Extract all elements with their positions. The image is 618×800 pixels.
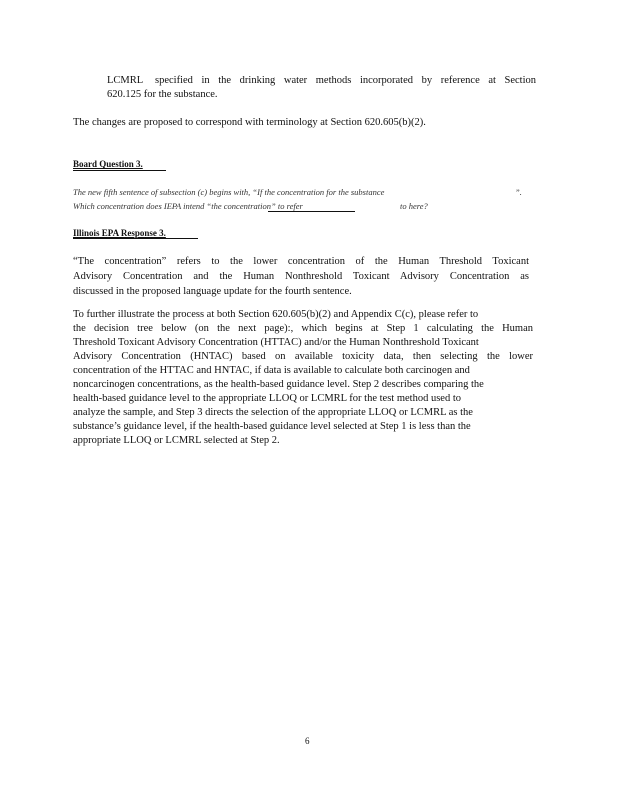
response-para2-line9: substance’s guidance level, if the health-based guidance level selected at Step 1 is less than the xyxy=(73,421,471,432)
lead-line2: 620.125 for the substance. xyxy=(107,89,218,100)
response-para1-line3: discussed in the proposed language update for the fourth sentence. xyxy=(73,286,352,297)
board-question-heading: Board Question 3. xyxy=(73,159,143,169)
response-para1-line2: Advisory Concentration and the Human Nonthreshold Toxicant Advisory Concentration as xyxy=(73,271,529,282)
response-para2-line5: concentration of the HTTAC and HNTAC, if data is available to calculate both carcinogen and xyxy=(73,365,470,376)
board-question-line1-end: ”. xyxy=(515,187,522,197)
response-para2-line8: analyze the sample, and Step 3 directs the selection of the appropriate LLOQ or LCMRL as the xyxy=(73,407,473,418)
response-para2-line2: the decision tree below (on the next page):, which begins at Step 1 calculating the Human xyxy=(73,323,533,334)
response-heading: Illinois EPA Response 3. xyxy=(73,228,166,238)
response-para2-line1: To further illustrate the process at both Section 620.605(b)(2) and Appendix C(c), please refer to xyxy=(73,309,479,320)
lead-line1-right: specified in the drinking water methods incorporated by reference at Section xyxy=(155,75,536,86)
board-question-blank xyxy=(268,211,355,212)
response-para1-line1: “The concentration” refers to the lower concentration of the Human Threshold Toxicant xyxy=(73,256,529,267)
board-question-line2: Which concentration does IEPA intend “the concentration” to refer xyxy=(73,201,303,211)
response-para2-line3: Threshold Toxicant Advisory Concentration (HTTAC) and/or the Human Nonthreshold Toxicant xyxy=(73,337,479,348)
board-question-underline xyxy=(73,170,166,171)
page-number: 6 xyxy=(305,736,310,746)
response-para2-line7: health-based guidance level to the appropriate LLOQ or LCMRL for the test method used to xyxy=(73,393,461,404)
lead-line1-left: LCMRL xyxy=(107,75,144,86)
response-heading-underline xyxy=(73,238,198,239)
board-question-line2-end: to here? xyxy=(400,201,428,211)
response-para2-line6: noncarcinogen concentrations, as the health-based guidance level. Step 2 describes comparing the xyxy=(73,379,484,390)
response-para2-line10: appropriate LLOQ or LCMRL selected at Step 2. xyxy=(73,435,280,446)
changes-paragraph: The changes are proposed to correspond with terminology at Section 620.605(b)(2). xyxy=(73,117,426,128)
response-para2-line4: Advisory Concentration (HNTAC) based on available toxicity data, then selecting the lower xyxy=(73,351,533,362)
board-question-line1: The new fifth sentence of subsection (c) begins with, “If the concentration for the substance xyxy=(73,187,385,197)
